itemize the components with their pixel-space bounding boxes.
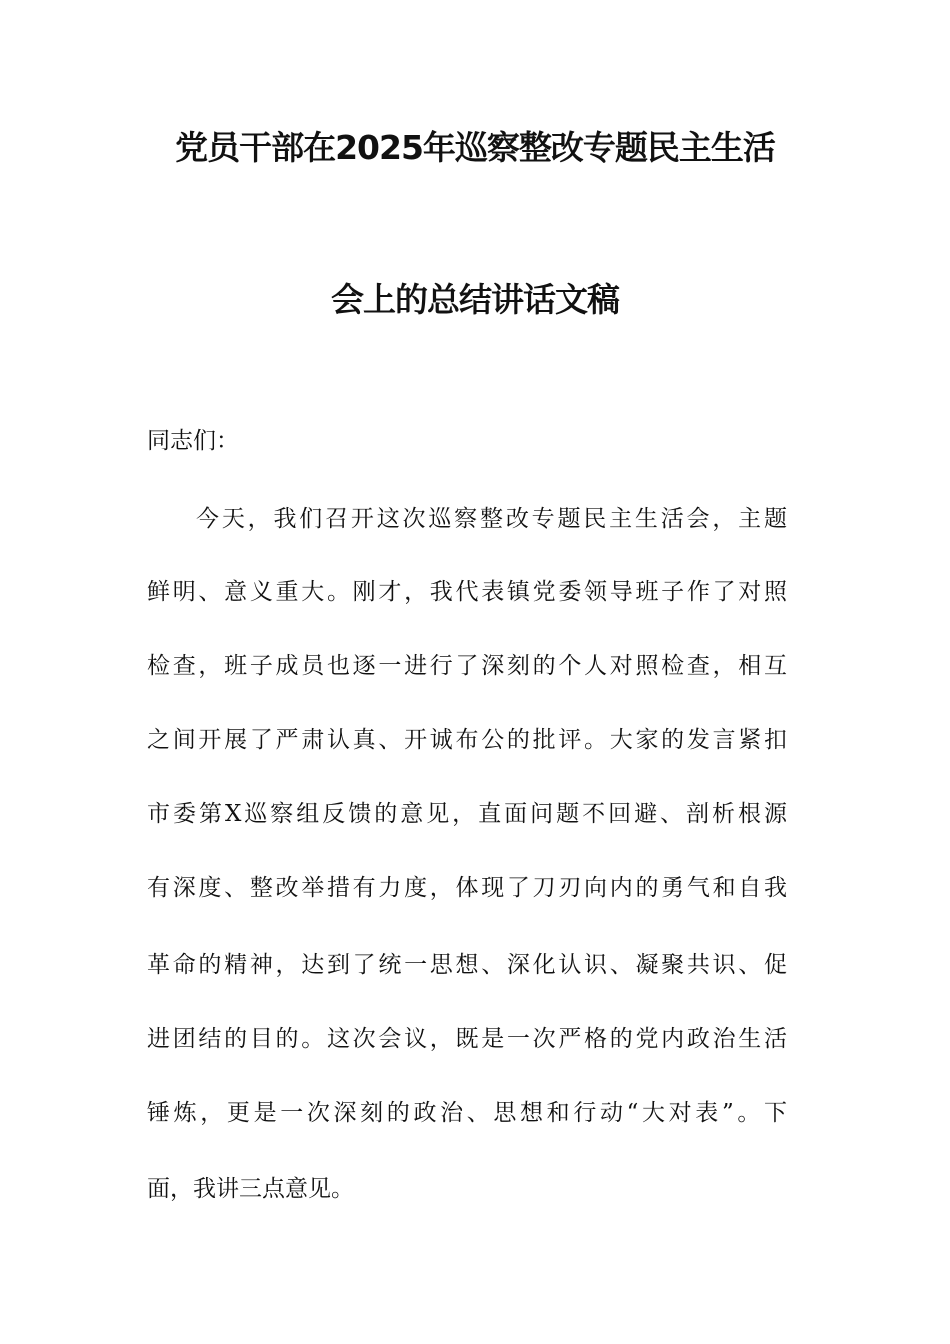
paragraph-line: 有深度、整改举措有力度，体现了刀刃向内的勇气和自我 bbox=[147, 875, 787, 901]
salutation: 同志们： bbox=[147, 428, 239, 454]
document-title-line-2: 会上的总结讲话文稿 bbox=[331, 280, 619, 319]
paragraph-line: 锤炼，更是一次深刻的政治、思想和行动“大对表”。下 bbox=[147, 1100, 787, 1126]
paragraph-line: 面，我讲三点意见。 bbox=[147, 1176, 354, 1202]
paragraph-line: 之间开展了严肃认真、开诚布公的批评。大家的发言紧扣 bbox=[147, 727, 787, 753]
document-title-line-1: 党员干部在2025年巡察整改专题民主生活 bbox=[175, 128, 775, 167]
paragraph-line: 市委第X巡察组反馈的意见，直面问题不回避、剖析根源 bbox=[147, 801, 787, 827]
paragraph-line: 进团结的目的。这次会议，既是一次严格的党内政治生活 bbox=[147, 1026, 787, 1052]
paragraph-line: 鲜明、意义重大。刚才，我代表镇党委领导班子作了对照 bbox=[147, 579, 787, 605]
paragraph-line: 革命的精神，达到了统一思想、深化认识、凝聚共识、促 bbox=[147, 952, 787, 978]
paragraph-line: 今天，我们召开这次巡察整改专题民主生活会，主题 bbox=[196, 506, 787, 532]
paragraph-line: 检查，班子成员也逐一进行了深刻的个人对照检查，相互 bbox=[147, 653, 787, 679]
